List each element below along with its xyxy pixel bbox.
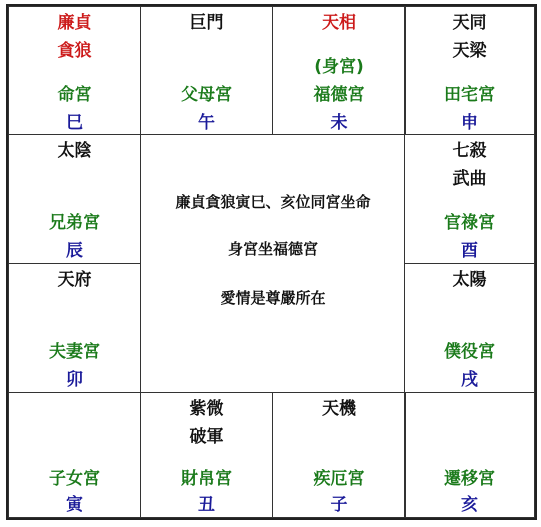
- cell-zi: [272, 392, 406, 518]
- earthly-branch: 巳: [66, 113, 83, 133]
- star-primary: 天府: [57, 270, 92, 290]
- cell-wei: [272, 6, 406, 135]
- palace-name: 父母宮: [181, 85, 232, 105]
- cell-xu: [404, 263, 535, 393]
- star-primary: 廉貞: [57, 13, 92, 33]
- star-secondary: 破軍: [189, 427, 224, 447]
- astrology-chart: [6, 4, 537, 520]
- star-primary: 天機: [322, 399, 356, 419]
- star-secondary: 天梁: [452, 41, 487, 61]
- star-secondary: 武曲: [452, 169, 487, 189]
- cell-mao: [8, 263, 141, 393]
- star-primary: 天相: [322, 13, 356, 33]
- cell-wu: [140, 6, 273, 135]
- center-line-2: 身宮坐福德宮: [227, 240, 318, 258]
- star-primary: 巨門: [189, 13, 224, 33]
- earthly-branch: 辰: [66, 241, 83, 261]
- earthly-branch: 未: [330, 113, 348, 133]
- earthly-branch: 申: [461, 113, 478, 133]
- star-primary: 七殺: [452, 141, 487, 161]
- cell-you: [404, 134, 535, 264]
- cell-si: [8, 6, 141, 135]
- star-primary: 太陰: [57, 141, 92, 161]
- palace-name: 疾厄宮: [313, 469, 365, 489]
- body-palace-note: (身宮): [314, 57, 364, 77]
- palace-name: 財帛宮: [181, 469, 232, 489]
- palace-name: 子女宮: [49, 469, 100, 489]
- palace-name: 夫妻宮: [49, 342, 100, 362]
- palace-name: 官祿宮: [444, 213, 495, 233]
- palace-name: 福德宮: [313, 85, 365, 105]
- palace-name: 僕役宮: [444, 342, 495, 362]
- earthly-branch: 子: [330, 495, 348, 515]
- cell-hai: [404, 392, 535, 518]
- earthly-branch: 戌: [461, 370, 478, 390]
- star-secondary: 貪狼: [57, 41, 92, 61]
- cell-chou: [140, 392, 273, 518]
- earthly-branch: 亥: [461, 495, 478, 515]
- palace-name: 田宅宮: [444, 85, 495, 105]
- cell-yin: [8, 392, 141, 518]
- palace-name: 兄弟宮: [49, 213, 100, 233]
- earthly-branch: 午: [198, 113, 215, 133]
- star-primary: 天同: [452, 13, 487, 33]
- palace-name: 遷移宮: [444, 469, 495, 489]
- cell-chen: [8, 134, 141, 264]
- center-line-1: 廉貞貪狼寅巳、亥位同宮坐命: [175, 193, 371, 211]
- earthly-branch: 卯: [66, 370, 83, 390]
- earthly-branch: 寅: [66, 495, 83, 515]
- chart-center: [141, 135, 405, 393]
- earthly-branch: 酉: [461, 241, 478, 261]
- earthly-branch: 丑: [198, 495, 215, 515]
- star-primary: 太陽: [452, 270, 487, 290]
- star-primary: 紫微: [189, 399, 224, 419]
- palace-name: 命宮: [57, 85, 92, 105]
- cell-shen: [404, 6, 535, 135]
- center-line-3: 愛情是尊嚴所在: [220, 289, 326, 307]
